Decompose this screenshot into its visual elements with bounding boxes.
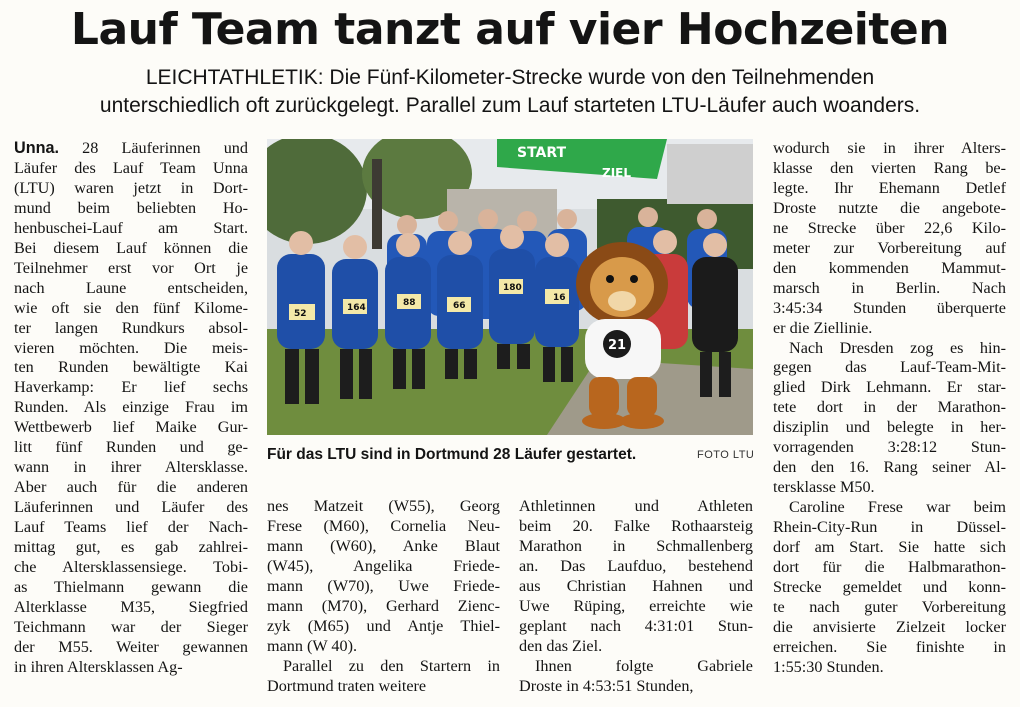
banner-start-text: START bbox=[517, 145, 567, 161]
article-text-line: glied Dirk Lehmann. Er star- bbox=[773, 378, 1006, 397]
article-text-line: te nach guter Vorbereitung bbox=[773, 597, 1006, 616]
article-text-line: Frese (M60), Cornelia Neu- bbox=[267, 516, 500, 535]
article-text-line: Lauf Teams lief der Nach- bbox=[14, 518, 248, 537]
team-photo bbox=[267, 139, 753, 435]
article-text-line: er die Ziellinie. bbox=[773, 318, 873, 337]
article-text-line: Caroline Frese war beim bbox=[789, 498, 1006, 517]
article-text-line: Wettbewerb lief Maike Gur- bbox=[14, 418, 248, 437]
article-text-fragment: 28 Läuferinnen und bbox=[82, 139, 248, 157]
article-text-line: 3:45:34 Stunden überquerte bbox=[773, 298, 1006, 317]
mascot-number: 21 bbox=[608, 338, 627, 353]
article-text-line: zyk (M65) und Antje Thiel- bbox=[267, 616, 500, 635]
article-text-line: den das Ziel. bbox=[519, 636, 603, 655]
article-text-line: vorragenden 3:28:12 Stun- bbox=[773, 438, 1006, 457]
article-text-line: meter zur Vorbereitung auf bbox=[773, 238, 1006, 257]
article-headline: Lauf Team tanzt auf vier Hochzeiten bbox=[70, 4, 950, 55]
article-text-line: Bei diesem Lauf können die bbox=[14, 238, 248, 257]
article-text-line: mittag gut, es gab zahlrei- bbox=[14, 538, 248, 557]
article-text-line: Teilnehmer erst vor Ort je bbox=[14, 258, 248, 277]
article-text-line: Nach Dresden zog es hin- bbox=[789, 338, 1006, 357]
article-text-line: mann (W 40). bbox=[267, 636, 358, 655]
article-text-line: Athletinnen und Athleten bbox=[519, 497, 753, 515]
article-text-line: ten Runden bewältigte Kai bbox=[14, 358, 248, 377]
article-text-line: Droste nutzte die angebote- bbox=[773, 198, 1006, 217]
bib-number: 16 bbox=[553, 293, 566, 303]
dateline: Unna. bbox=[14, 139, 59, 157]
text-column-2 bbox=[267, 497, 500, 697]
article-text-line: nach Laune entscheiden, bbox=[14, 278, 248, 297]
article-text-line: tete dort in der Marathon- bbox=[773, 398, 1006, 417]
article-text-line: mann (M70), Gerhard Zienc- bbox=[267, 596, 500, 615]
article-text-line: mund beim beliebten Ho- bbox=[14, 198, 248, 217]
text-column-1 bbox=[14, 139, 248, 678]
banner-finish-text: ZIEL bbox=[602, 166, 632, 180]
article-text-line: gegen das Lauf-Team-Mit- bbox=[773, 358, 1006, 377]
article-text-line: Strecke gemeldet und konn- bbox=[773, 577, 1006, 596]
bib-number: 66 bbox=[453, 301, 466, 311]
article-text-line: aus Christian Hahnen und bbox=[519, 576, 753, 595]
article-text-line: tersklasse M50. bbox=[773, 478, 875, 497]
article-text-line: che Altersklassensiege. Tobi- bbox=[14, 558, 248, 577]
article-text-line: Aber auch für die anderen bbox=[14, 478, 248, 497]
article-text-line: wann in ihrer Altersklasse. bbox=[14, 458, 248, 477]
text-column-3 bbox=[519, 497, 753, 697]
article-text-line: Alterklasse M35, Siegfried bbox=[14, 597, 248, 616]
article-text-line: dorf am Start. Sie hatte sich bbox=[773, 538, 1006, 557]
article-text-line: (W45), Angelika Friede- bbox=[267, 556, 500, 575]
article-text-line: ter langen Rundkurs absol- bbox=[14, 318, 248, 337]
article-text-line: nes Matzeit (W55), Georg bbox=[267, 497, 500, 515]
article-text-line: an. Das Laufduo, bestehend bbox=[519, 556, 753, 575]
article-text-line: Parallel zu den Startern in bbox=[283, 656, 500, 675]
article-text-line: den den 16. Rang seiner Al- bbox=[773, 458, 1006, 477]
article-subhead-line: LEICHTATHLETIK: Die Fünf-Kilometer-Strecke wurde von den Teilnehmenden bbox=[145, 66, 875, 89]
article-text-line: Runden. Als einzige Frau im bbox=[14, 398, 248, 417]
article-text-line: den kommenden Mammut- bbox=[773, 258, 1006, 277]
photo-credit: FOTO LTU bbox=[697, 449, 755, 461]
article-text-line: klasse den vierten Rang be- bbox=[773, 158, 1006, 177]
article-text-line: as Thielmann gewann die bbox=[14, 577, 248, 596]
article-text-line: (LTU) waren jetzt in Dort- bbox=[14, 178, 248, 197]
article-text-line: die anvisierte Zielzeit locker bbox=[773, 617, 1006, 636]
article-text-line: legte. Ihr Ehemann Detlef bbox=[773, 178, 1006, 197]
text-column-4 bbox=[773, 139, 1006, 678]
article-text-line: dort für die Halbmarathon- bbox=[773, 558, 1006, 577]
article-text-line: mann (W70), Uwe Friede- bbox=[267, 576, 500, 595]
bib-number: 52 bbox=[294, 309, 307, 319]
article-text-line: der M55. Weiter gewannen bbox=[14, 637, 248, 656]
article-text-line: in ihren Altersklassen Ag- bbox=[14, 657, 183, 676]
article-text-line: mann (W60), Anke Blaut bbox=[267, 536, 500, 555]
bib-number: 180 bbox=[503, 283, 522, 293]
article-text-line: litt fünf Runden und ge- bbox=[14, 438, 248, 457]
article-text-line: wie oft sie den fünf Kilome- bbox=[14, 298, 248, 317]
article-text-line: marsch in Berlin. Nach bbox=[773, 278, 1006, 297]
article-text-line bbox=[14, 139, 248, 159]
article-text-line: wodurch sie in ihrer Alters- bbox=[773, 139, 1006, 157]
article-text-line: Teichmann war der Sieger bbox=[14, 617, 248, 636]
article-subhead-line: unterschiedlich oft zurückgelegt. Parallel zum Lauf starteten LTU-Läufer auch woanders. bbox=[99, 94, 921, 117]
article-text-line: disziplin und belegte in her- bbox=[773, 418, 1006, 437]
article-text-line: Droste in 4:53:51 Stunden, bbox=[519, 676, 694, 695]
bib-number: 88 bbox=[403, 298, 416, 308]
article-text-line: henbuschei-Lauf am Start. bbox=[14, 218, 248, 237]
article-text-line: vieren möchten. Die meis- bbox=[14, 338, 248, 357]
article-text-line: 1:55:30 Stunden. bbox=[773, 657, 884, 676]
article-text-line: Läufer des Lauf Team Unna bbox=[14, 158, 248, 177]
article-text-line: Haverkamp: Er lief sechs bbox=[14, 378, 248, 397]
article-text-line: Läuferinnen und Läufer des bbox=[14, 498, 248, 517]
bib-number: 164 bbox=[347, 303, 366, 313]
article-text-line: Dortmund traten weitere bbox=[267, 676, 427, 695]
article-text-line: ne Strecke über 22,6 Kilo- bbox=[773, 218, 1006, 237]
article-text-line: Marathon in Schmallenberg bbox=[519, 536, 753, 555]
article-text-line: Rhein-City-Run in Düssel- bbox=[773, 518, 1006, 537]
photo-caption: Für das LTU sind in Dortmund 28 Läufer gestartet. bbox=[267, 446, 637, 463]
article-text-line: geplant nach 4:31:01 Stun- bbox=[519, 616, 753, 635]
article-text-line: erreichen. Sie finishte in bbox=[773, 637, 1006, 656]
article-text-line: Uwe Rüping, erreichte wie bbox=[519, 596, 753, 615]
article-text-line: beim 20. Falke Rothaarsteig bbox=[519, 516, 753, 535]
article-text-line: Ihnen folgte Gabriele bbox=[535, 656, 753, 675]
